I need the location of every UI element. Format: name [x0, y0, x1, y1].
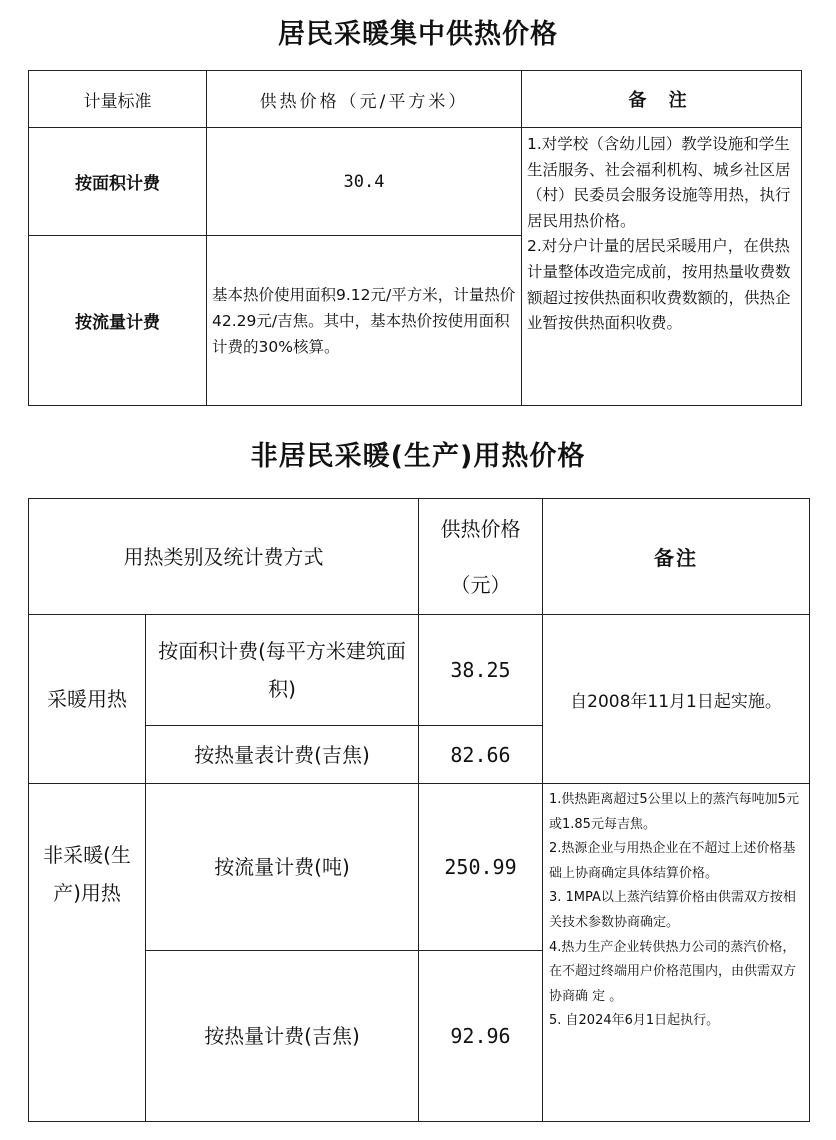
nonheating-note-4: 4.热力生产企业转供热力公司的蒸汽价格，在不超过终端用户价格范围内，由供需双方协商确 定 。 — [549, 939, 797, 1004]
table-row — [29, 784, 810, 951]
header-price: 供热价格（元/平方米） — [207, 71, 522, 128]
residential-note-1: 1.对学校（含幼儿园）教学设施和学生生活服务、社会福利机构、城乡社区居（村）民委员会服务设施等用热，执行居民用热价格。 — [527, 135, 791, 230]
nonheating-note-2: 2.热源企业与用热企业在不超过上述价格基础上协商确定具体结算价格。 — [549, 841, 796, 881]
flow-billing-price: 基本热价使用面积9.12元/平方米，计量热价42.29元/吉焦。其中，基本热价按使用面积计费的30%核算。 — [207, 236, 522, 406]
heating-method-meter: 按热量表计费(吉焦) — [146, 726, 419, 784]
nonheating-category: 非采暖(生产)用热 — [29, 784, 146, 1122]
nonheating-note-3: 3. 1MPA以上蒸汽结算价格由供需双方按相关技术参数协商确定。 — [549, 890, 796, 930]
heating-method-area: 按面积计费(每平方米建筑面积) — [146, 615, 419, 726]
table-row — [29, 615, 810, 726]
heating-category: 采暖用热 — [29, 615, 146, 784]
header-standard: 计量标准 — [29, 71, 207, 128]
heating-price-meter: 82.66 — [419, 726, 543, 784]
header-price — [419, 499, 543, 615]
header-price-line1: 供热价格 — [440, 516, 521, 541]
table-row — [29, 128, 802, 236]
area-billing-price: 30.4 — [207, 128, 522, 236]
nonheating-method-flow: 按流量计费(吨) — [146, 784, 419, 951]
header-price-line2: （元） — [450, 572, 511, 597]
nonheating-note-5: 5. 自2024年6月1日起执行。 — [549, 1013, 720, 1029]
residential-note-2: 2.对分户计量的居民采暖用户，在供热计量整体改造完成前，按用热量收费数额超过按供热面积收费数额的，供热企业暂按供热面积收费。 — [527, 237, 791, 333]
header-category: 用热类别及统计费方式 — [29, 499, 419, 615]
area-billing-label: 按面积计费 — [29, 128, 207, 236]
nonheating-note-1: 1.供热距离超过5公里以上的蒸汽每吨加5元或1.85元每吉焦。 — [549, 792, 799, 832]
nonheating-price-heat: 92.96 — [419, 951, 543, 1122]
heating-price-area: 38.25 — [419, 615, 543, 726]
nonheating-price-flow: 250.99 — [419, 784, 543, 951]
residential-price-table — [28, 70, 802, 406]
residential-notes — [522, 128, 802, 406]
flow-billing-label: 按流量计费 — [29, 236, 207, 406]
nonheating-method-heat: 按热量计费(吉焦) — [146, 951, 419, 1122]
table-header-row — [29, 71, 802, 128]
table-header-row — [29, 499, 810, 615]
heating-note: 自2008年11月1日起实施。 — [543, 615, 810, 784]
nonheating-notes — [543, 784, 810, 1122]
header-notes: 备注 — [543, 499, 810, 615]
nonresidential-price-table — [28, 498, 810, 1122]
nonresidential-heating-title: 非居民采暖(生产)用热价格 — [250, 441, 586, 472]
residential-heating-title: 居民采暖集中供热价格 — [278, 19, 558, 50]
header-notes: 备 注 — [522, 71, 802, 128]
